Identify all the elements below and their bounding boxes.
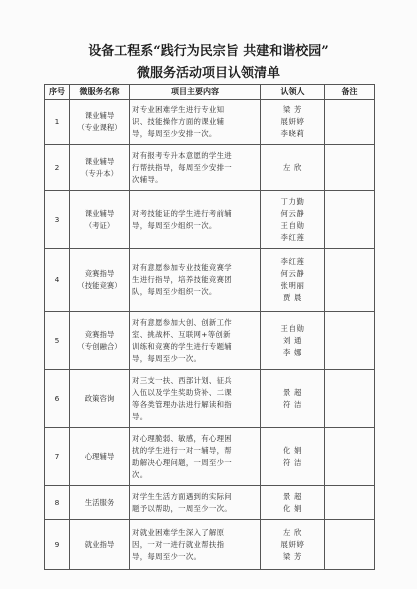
project-content-line: 导，每周至少安排一次。 xyxy=(132,129,217,138)
table-row xyxy=(45,312,375,370)
claimant-names-line: 李红莲 xyxy=(280,257,305,266)
project-content-line: 导，每周至少一次。 xyxy=(132,353,202,363)
row-number: 3 xyxy=(45,191,70,249)
claimant-names-line: 展妍婷 xyxy=(280,539,305,549)
service-name xyxy=(70,145,130,191)
row-number: 8 xyxy=(45,486,70,520)
project-content xyxy=(130,100,261,145)
service-name xyxy=(70,191,130,249)
service-name-line: （技能竞赛） xyxy=(77,281,122,290)
project-content-line: 导。 xyxy=(132,411,148,421)
remark-cell xyxy=(325,100,375,145)
service-name-line: 课业辅导 xyxy=(84,208,115,218)
claimant-names-line: 王自勋 xyxy=(280,220,305,230)
table-row xyxy=(45,428,375,486)
claimant-names-line: 符 洁 xyxy=(283,457,302,467)
claimant-names-line: 梁 芳 xyxy=(283,551,302,561)
header-content: 项目主要内容 xyxy=(130,85,261,100)
service-name xyxy=(70,486,130,520)
table-row xyxy=(45,191,375,249)
project-content-line: 等各类管理办法进行解读和指 xyxy=(132,399,232,409)
claimant-names-line: 刘 通 xyxy=(283,335,302,345)
table-body xyxy=(45,100,375,570)
claimant-names-line: 梁 芳 xyxy=(283,105,302,114)
service-name xyxy=(70,249,130,312)
claimant-names xyxy=(261,370,325,428)
claimant-names-line: 化 娟 xyxy=(283,503,302,513)
service-name-line: 生活服务 xyxy=(84,497,115,507)
project-content-line: 室、挑战杯、互联网+等创新 xyxy=(132,329,231,339)
project-content xyxy=(130,370,261,428)
remark-cell xyxy=(325,520,375,570)
service-name-line: 就业指导 xyxy=(84,539,115,549)
claimant-names-line: 景 超 xyxy=(283,387,302,397)
claimant-names-line: 何云静 xyxy=(280,269,305,278)
service-name-line: 政策咨询 xyxy=(84,393,115,403)
claimant-names xyxy=(261,312,325,370)
project-content-line: 对三支一扶、西部计划、征兵 xyxy=(132,375,232,385)
project-content xyxy=(130,312,261,370)
service-name xyxy=(70,428,130,486)
claimant-names xyxy=(261,145,325,191)
project-content-line: 次。 xyxy=(132,469,148,479)
claimant-names-line: 李红莲 xyxy=(280,232,305,242)
project-content xyxy=(130,486,261,520)
remark-cell xyxy=(325,370,375,428)
remark-cell xyxy=(325,312,375,370)
header-leader: 认领人 xyxy=(261,85,325,100)
claimant-names-line: 左 欣 xyxy=(283,162,302,172)
header-no: 序号 xyxy=(45,85,70,100)
claimant-names-line: 王自勋 xyxy=(280,323,305,333)
project-content-line: 对学生生活方面遇到的实际问 xyxy=(132,491,232,501)
project-content-line: 因，一对一进行就业帮扶指 xyxy=(132,539,225,549)
service-name xyxy=(70,520,130,570)
project-content-line: 对考技能证的学生进行考前辅 xyxy=(132,208,232,218)
row-number: 6 xyxy=(45,370,70,428)
project-content-line: 对就业困难学生深入了解原 xyxy=(132,527,225,537)
row-number: 1 xyxy=(45,100,70,145)
row-number: 7 xyxy=(45,428,70,486)
remark-cell xyxy=(325,486,375,520)
table-header-row xyxy=(45,85,375,100)
project-content-line: 对有意愿参加大创、创新工作 xyxy=(132,317,232,327)
project-content-line: 对专业困难学生进行专业知 xyxy=(132,105,225,114)
document-title: 设备工程系“践行为民宗旨 共建和谐校园” xyxy=(88,44,329,59)
project-content xyxy=(130,520,261,570)
claimant-names xyxy=(261,486,325,520)
row-number: 2 xyxy=(45,145,70,191)
service-name-line: （专创融合） xyxy=(77,341,122,351)
document-subtitle: 微服务活动项目认领清单 xyxy=(136,66,280,81)
service-name-line: （专升本） xyxy=(81,168,118,178)
claimant-names xyxy=(261,428,325,486)
project-content-line: 对心理脆弱、敏感，有心理困 xyxy=(132,433,232,443)
claimant-names xyxy=(261,520,325,570)
project-content-line: 题予以帮助，一周至少一次。 xyxy=(132,503,232,513)
project-content xyxy=(130,191,261,249)
service-name-line: 竞赛指导 xyxy=(84,329,115,339)
project-content-line: 对有报考专升本意愿的学生进 xyxy=(132,150,232,160)
project-content xyxy=(130,249,261,312)
claimant-names-line: 化 娟 xyxy=(283,445,302,455)
claimant-names xyxy=(261,191,325,249)
service-name-line: 课业辅导 xyxy=(84,156,115,166)
project-content-line: 导，每周至少一次。 xyxy=(132,551,202,561)
row-number: 5 xyxy=(45,312,70,370)
table-row xyxy=(45,145,375,191)
claimant-names-line: 李晓莉 xyxy=(280,129,305,138)
project-content-line: 队，每周至少组织一次。 xyxy=(132,287,217,296)
table-row xyxy=(45,486,375,520)
table-row xyxy=(45,249,375,312)
project-claim-table xyxy=(44,84,375,570)
claimant-names-line: 景 超 xyxy=(283,491,302,501)
project-content-line: 生进行指导，培养技能竞赛团 xyxy=(132,275,232,284)
service-name-line: （考证） xyxy=(84,220,115,230)
remark-cell xyxy=(325,191,375,249)
claimant-names-line: 贾 晨 xyxy=(283,293,302,302)
header-name: 微服务名称 xyxy=(70,85,130,100)
claimant-names xyxy=(261,249,325,312)
table-row xyxy=(45,520,375,570)
project-content-line: 训练和竞赛的学生进行专题辅 xyxy=(132,341,232,351)
service-name xyxy=(70,312,130,370)
claimant-names-line: 何云静 xyxy=(280,208,305,218)
project-content-line: 对有意愿参加专业技能竞赛学 xyxy=(132,263,232,272)
project-content-line: 入伍以及学生奖助贷补、二课 xyxy=(132,387,232,397)
claimant-names-line: 左 欣 xyxy=(283,527,302,537)
project-content-line: 行帮扶指导，每周至少安排一 xyxy=(132,162,232,172)
project-content-line: 次辅导。 xyxy=(132,174,163,184)
claimant-names-line: 符 洁 xyxy=(283,399,302,409)
claimant-names-line: 李 娜 xyxy=(283,347,302,357)
service-name-line: 课业辅导 xyxy=(84,111,115,120)
claimant-names xyxy=(261,100,325,145)
claimant-names-line: 丁力勤 xyxy=(280,196,305,206)
project-content xyxy=(130,428,261,486)
service-name-line: （专业课程） xyxy=(77,123,122,132)
service-name-line: 心理辅导 xyxy=(84,451,115,461)
service-name xyxy=(70,100,130,145)
remark-cell xyxy=(325,145,375,191)
service-name xyxy=(70,370,130,428)
row-number: 4 xyxy=(45,249,70,312)
project-content-line: 识、技能操作方面的课业辅 xyxy=(132,117,225,126)
project-content-line: 扰的学生进行一对一辅导，帮 xyxy=(132,445,232,455)
project-content-line: 导，每周至少组织一次。 xyxy=(132,220,217,230)
project-content-line: 助解决心理问题，一周至少一 xyxy=(132,457,232,467)
table-row xyxy=(45,100,375,145)
header-note: 备注 xyxy=(325,85,375,100)
service-name-line: 竞赛指导 xyxy=(84,269,115,278)
project-content xyxy=(130,145,261,191)
claimant-names-line: 展妍婷 xyxy=(280,117,305,126)
row-number: 9 xyxy=(45,520,70,570)
remark-cell xyxy=(325,249,375,312)
remark-cell xyxy=(325,428,375,486)
table-row xyxy=(45,370,375,428)
claimant-names-line: 张明丽 xyxy=(280,281,305,290)
